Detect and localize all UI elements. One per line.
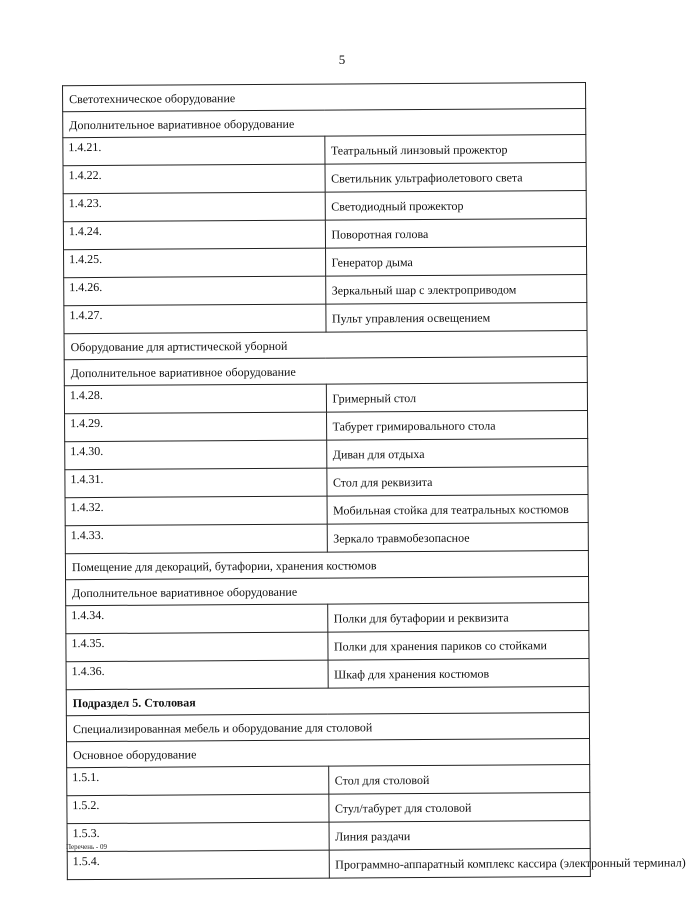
- section-row: [63, 109, 586, 138]
- item-code: 1.4.23.: [63, 192, 325, 222]
- section-row: [66, 712, 589, 741]
- item-code: 1.4.24.: [63, 220, 325, 250]
- item-name: Зеркало травмобезопасное: [327, 522, 589, 552]
- item-code: 1.4.26.: [64, 276, 326, 306]
- section-label: Помещение для декораций, бутафории, хранения костюмов: [65, 550, 588, 579]
- section-row: [66, 576, 589, 605]
- table-row: [64, 382, 587, 413]
- item-code: 1.4.21.: [63, 136, 325, 166]
- table-row: [65, 494, 588, 525]
- item-name: Линия раздачи: [329, 820, 591, 850]
- item-code: 1.5.4.: [67, 850, 329, 880]
- table-row: [63, 191, 586, 222]
- table-row: [64, 274, 587, 305]
- table-row: [63, 163, 586, 194]
- item-code: 1.4.33.: [65, 524, 327, 554]
- section-label: Дополнительное вариативное оборудование: [63, 109, 586, 138]
- table-row: [65, 438, 588, 469]
- table-row: [65, 410, 588, 441]
- item-name: Светильник ультрафиолетового света: [324, 163, 586, 193]
- item-code: 1.4.25.: [64, 248, 326, 278]
- item-name: Театральный линзовый прожектор: [324, 135, 586, 165]
- item-code: 1.4.30.: [65, 440, 327, 470]
- item-code: 1.4.22.: [63, 164, 325, 194]
- section-label: Специализированная мебель и оборудование для столовой: [66, 712, 589, 741]
- section-label: Оборудование для артистической уборной: [64, 330, 587, 359]
- subsection-heading-row: [66, 686, 589, 715]
- item-code: 1.4.29.: [65, 412, 327, 442]
- section-label: Дополнительное вариативное оборудование: [66, 576, 589, 605]
- subsection-heading: Подраздел 5. Столовая: [66, 686, 589, 715]
- section-label: Светотехническое оборудование: [63, 83, 586, 112]
- table-row: [67, 764, 590, 795]
- item-name: Светодиодный прожектор: [325, 191, 587, 221]
- section-row: [63, 83, 586, 112]
- table-row: [66, 602, 589, 633]
- section-row: [65, 550, 588, 579]
- item-name: Диван для отдыха: [326, 438, 588, 468]
- item-name: Мобильная стойка для театральных костюмов: [327, 494, 589, 524]
- table-row: [67, 820, 590, 851]
- equipment-table: [62, 82, 686, 880]
- footer-label: Перечень - 09: [66, 843, 107, 851]
- section-label: Дополнительное вариативное оборудование: [64, 356, 587, 385]
- item-code: 1.5.2.: [67, 794, 329, 824]
- item-code: 1.4.28.: [64, 384, 326, 414]
- item-code: 1.4.32.: [65, 496, 327, 526]
- page-number: 5: [338, 52, 346, 67]
- table-row: [65, 466, 588, 497]
- item-code: 1.4.35.: [66, 632, 328, 662]
- section-row: [64, 356, 587, 385]
- item-name: Табурет гримировального стола: [326, 410, 588, 440]
- table-row: [65, 522, 588, 553]
- item-name: Гримерный стол: [326, 382, 588, 412]
- equipment-table-body: [63, 83, 686, 880]
- item-name: Стол для реквизита: [326, 466, 588, 496]
- item-name: Полки для бутафории и реквизита: [327, 602, 589, 632]
- item-name: Стул/табурет для столовой: [328, 792, 590, 822]
- table-row: [64, 246, 587, 277]
- table-row: [66, 630, 589, 661]
- section-label: Основное оборудование: [67, 738, 590, 767]
- table-row: [66, 658, 589, 689]
- item-name: Поворотная голова: [325, 219, 587, 249]
- table-row: [63, 219, 586, 250]
- item-name: Стол для столовой: [328, 764, 590, 794]
- item-code: 1.4.34.: [66, 604, 328, 634]
- table-row: [63, 135, 586, 166]
- section-row: [64, 330, 587, 359]
- item-name: Пульт управления освещением: [325, 302, 587, 332]
- item-code: 1.4.31.: [65, 468, 327, 498]
- item-name: Зеркальный шар с электроприводом: [325, 274, 587, 304]
- item-name: Шкаф для хранения костюмов: [328, 658, 590, 688]
- table-row: [67, 848, 590, 879]
- item-code: 1.5.3.: [67, 822, 329, 852]
- item-code: 1.4.36.: [66, 660, 328, 690]
- table-row: [64, 302, 587, 333]
- item-name: Полки для хранения париков со стойками: [327, 630, 589, 660]
- table-row: [67, 792, 590, 823]
- item-name: Программно-аппаратный комплекс кассира (электронный терминал): [329, 848, 591, 878]
- item-code: 1.5.1.: [67, 766, 329, 796]
- item-code: 1.4.27.: [64, 304, 326, 334]
- item-name: Генератор дыма: [325, 246, 587, 276]
- section-row: [67, 738, 590, 767]
